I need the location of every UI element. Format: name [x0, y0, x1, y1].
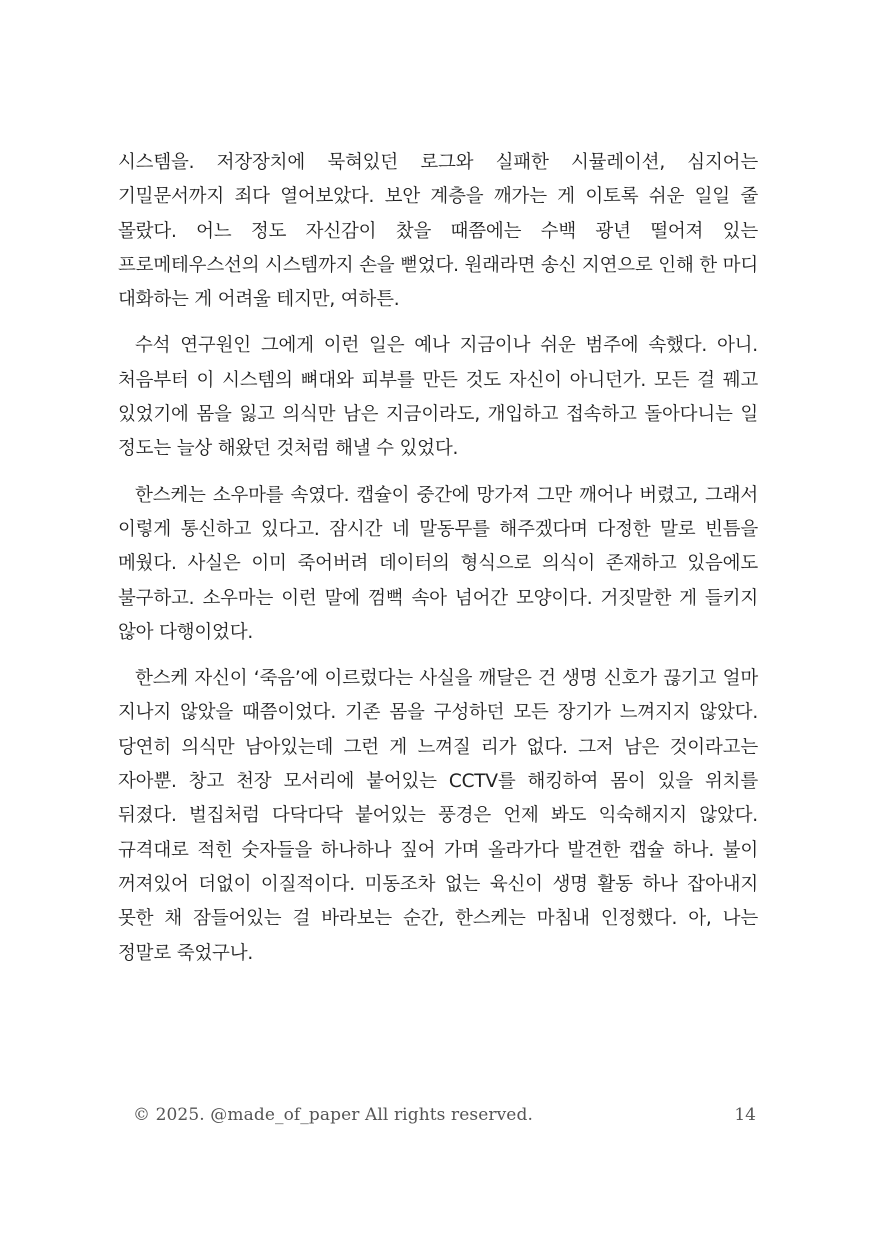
page-number: 14 — [734, 1105, 756, 1125]
paragraph-1: 시스템을. 저장장치에 묵혀있던 로그와 실패한 시뮬레이션, 심지어는 기밀문서까지 죄다 열어보았다. 보안 계층을 깨가는 게 이토록 쉬운 일일 줄 몰랐다. 어느 정도 자신감이 찼을 때쯤에는 수백 광년 떨어져 있는 프로메테우스선의 시스템까지 손을 뻗었다. 원래라면 송신 지연으로 인해 한 마디 대화하는 게 어려울 테지만, 여하튼. — [118, 152, 758, 311]
paragraph-2: 수석 연구원인 그에게 이런 일은 예나 지금이나 쉬운 범주에 속했다. 아니. 처음부터 이 시스템의 뼈대와 피부를 만든 것도 자신이 아니던가. 모든 걸 꿰고 있었기에 몸을 잃고 의식만 남은 지금이라도, 개입하고 접속하고 돌아다니는 일 정도는 늘상 해왔던 것처럼 해낼 수 있었다. — [118, 335, 758, 460]
copyright-notice: © 2025. @made_of_paper All rights reserved. — [133, 1105, 533, 1125]
body-text — [118, 146, 758, 983]
paragraph-3: 한스케는 소우마를 속였다. 캡슐이 중간에 망가져 그만 깨어나 버렸고, 그래서 이렇게 통신하고 있다고. 잠시간 네 말동무를 해주겠다며 다정한 말로 빈틈을 메웠다. 사실은 이미 죽어버려 데이터의 형식으로 의식이 존재하고 있음에도 불구하고. 소우마는 이런 말에 껌뻑 속아 넘어간 모양이다. 거짓말한 게 들키지 않아 다행이었다. — [118, 484, 758, 643]
paragraph-4: 한스케 자신이 ‘죽음’에 이르렀다는 사실을 깨달은 건 생명 신호가 끊기고 얼마 지나지 않았을 때쯤이었다. 기존 몸을 구성하던 모든 장기가 느껴지지 않았다. 당연히 의식만 남아있는데 그런 게 느껴질 리가 없다. 그저 남은 것이라고는 자아뿐. 창고 천장 모서리에 붙어있는 CCTV를 해킹하여 몸이 있을 위치를 뒤졌다. 벌집처럼 다닥다닥 붙어있는 풍경은 언제 봐도 익숙해지지 않았다. 규격대로 적힌 숫자들을 하나하나 짚어 가며 올라가다 발견한 캡슐 하나. 불이 꺼져있어 더없이 이질적이다. 미동조차 없는 육신이 생명 활동 하나 잡아내지 못한 채 잠들어있는 걸 바라보는 순간, 한스케는 마침내 인정했다. 아, 나는 정말로 죽었구나. — [118, 668, 758, 964]
